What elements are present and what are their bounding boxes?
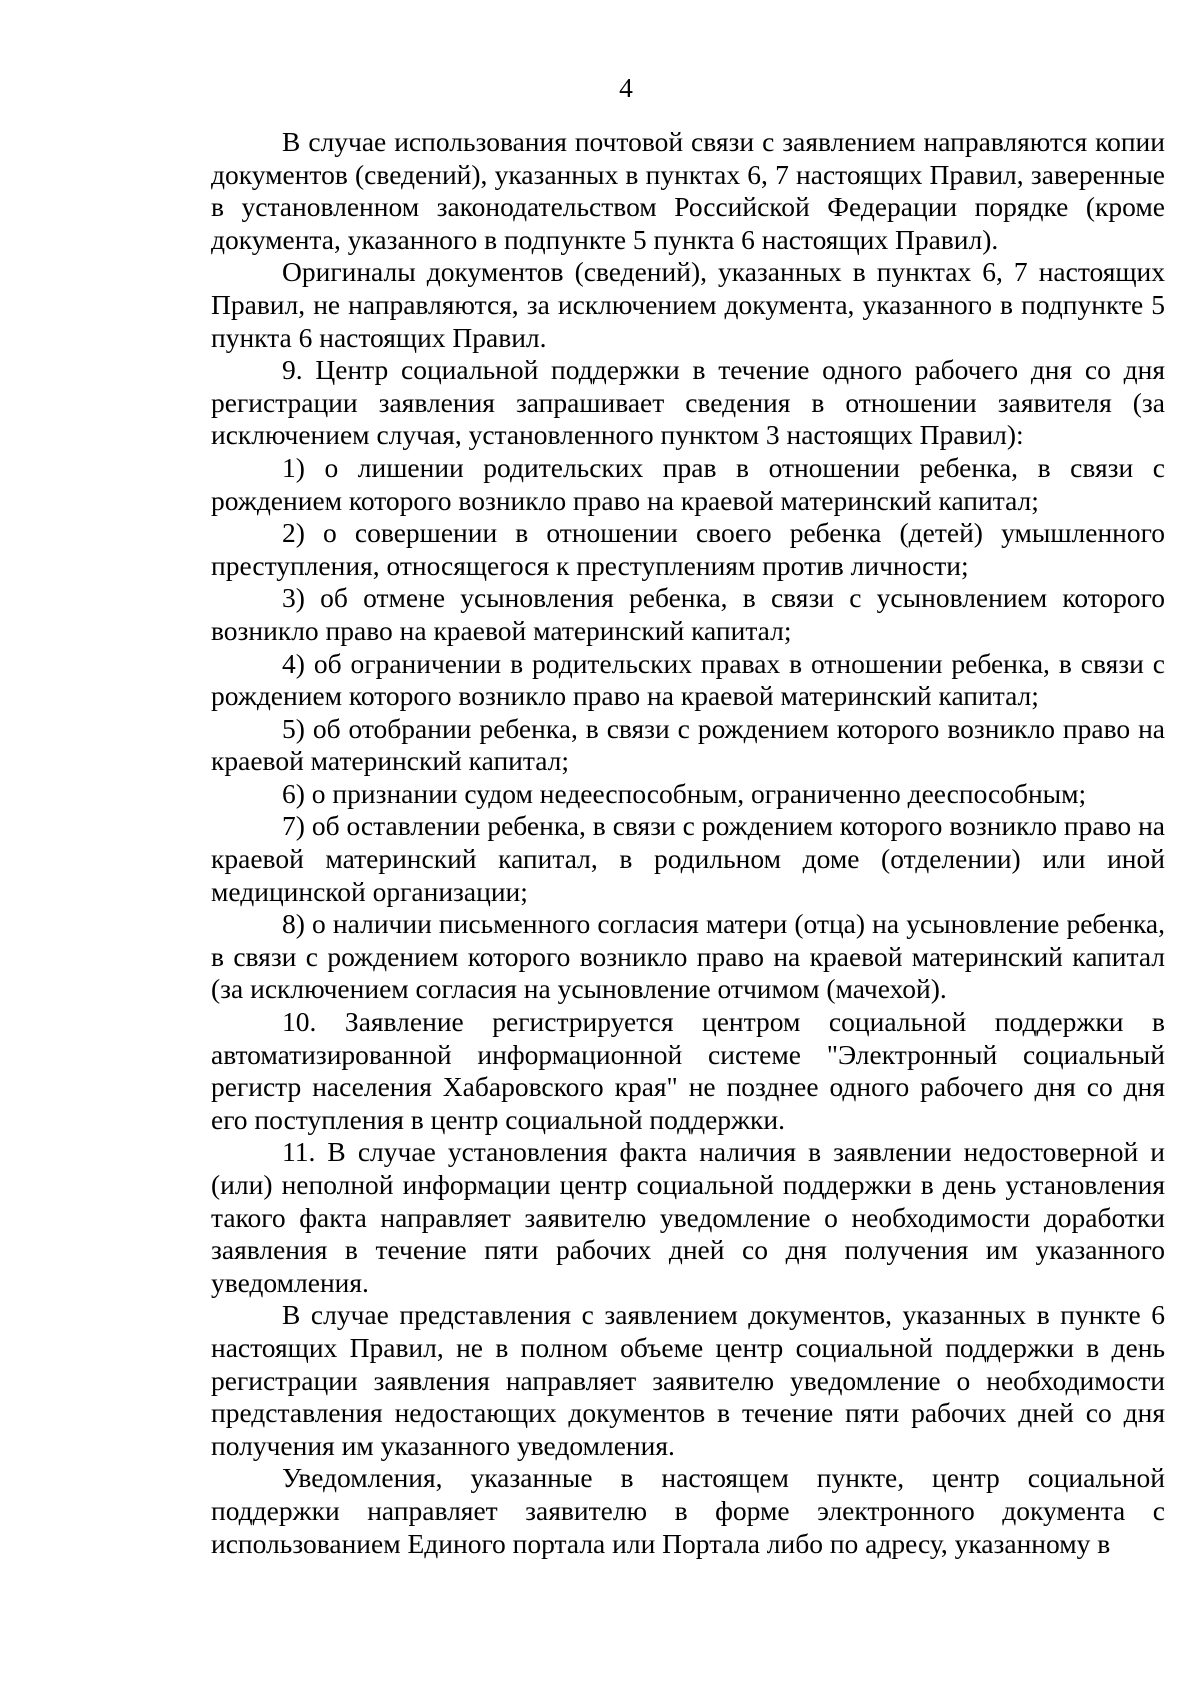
page-number: 4: [619, 72, 633, 103]
paragraph-originals: Оригиналы документов (сведений), указанных в пунктах 6, 7 настоящих Правил, не направляются, за исключением документа, указанного в подпункте 5 пункта 6 настоящих Правил.: [211, 256, 1165, 353]
document-body: [211, 126, 1165, 1560]
paragraph-incomplete-documents: В случае представления с заявлением документов, указанных в пункте 6 настоящих Правил, не в полном объеме центр социальной поддержки в день регистрации заявления направляет заявителю уведомление о необходимости представления недостающих документов в течение пяти рабочих дней со дня получения им указанного уведомления.: [211, 1299, 1165, 1461]
paragraph-notifications: Уведомления, указанные в настоящем пункте, центр социальной поддержки направляет заявителю в форме электронного документа с использованием Единого портала или Портала либо по адресу, указанному в: [211, 1462, 1165, 1559]
list-item-1: 1) о лишении родительских прав в отношении ребенка, в связи с рождением которого возникло право на краевой материнский капитал;: [211, 451, 1165, 516]
paragraph-item-10: 10. Заявление регистрируется центром социальной поддержки в автоматизированной информационной системе "Электронный социальный регистр населения Хабаровского края" не позднее одного рабочего дня со дня его поступления в центр социальной поддержки.: [211, 1006, 1165, 1135]
paragraph-item-11: 11. В случае установления факта наличия в заявлении недостоверной и (или) неполной информации центр социальной поддержки в день установления такого факта направляет заявителю уведомление о необходимости доработки заявления в течение пяти рабочих дней со дня получения им указанного уведомления.: [211, 1136, 1165, 1298]
list-item-4: 4) об ограничении в родительских правах в отношении ребенка, в связи с рождением которого возникло право на краевой материнский капитал;: [211, 647, 1165, 712]
list-item-7: 7) об оставлении ребенка, в связи с рождением которого возникло право на краевой материнский капитал, в родильном доме (отделении) или иной медицинской организации;: [211, 810, 1165, 907]
paragraph-postal-copies: В случае использования почтовой связи с заявлением направляются копии документов (сведений), указанных в пунктах 6, 7 настоящих Правил, заверенные в установленном законодательством Российской Федерации порядке (кроме документа, указанного в подпункте 5 пункта 6 настоящих Правил).: [211, 126, 1165, 255]
list-item-3: 3) об отмене усыновления ребенка, в связи с усыновлением которого возникло право на краевой материнский капитал;: [211, 582, 1165, 646]
list-item-2: 2) о совершении в отношении своего ребенка (детей) умышленного преступления, относящегося к преступлениям против личности;: [211, 517, 1165, 581]
list-item-5: 5) об отобрании ребенка, в связи с рождением которого возникло право на краевой материнский капитал;: [211, 712, 1165, 777]
list-item-8: 8) о наличии письменного согласия матери (отца) на усыновление ребенка, в связи с рождением которого возникло право на краевой материнский капитал (за исключением согласия на усыновление отчимом (мачехой).: [211, 908, 1165, 1005]
paragraph-item-9: 9. Центр социальной поддержки в течение одного рабочего дня со дня регистрации заявления запрашивает сведения в отношении заявителя (за исключением случая, установленного пунктом 3 настоящих Правил):: [211, 354, 1165, 451]
list-item-6: 6) о признании судом недееспособным, ограниченно дееспособным;: [282, 777, 1087, 809]
